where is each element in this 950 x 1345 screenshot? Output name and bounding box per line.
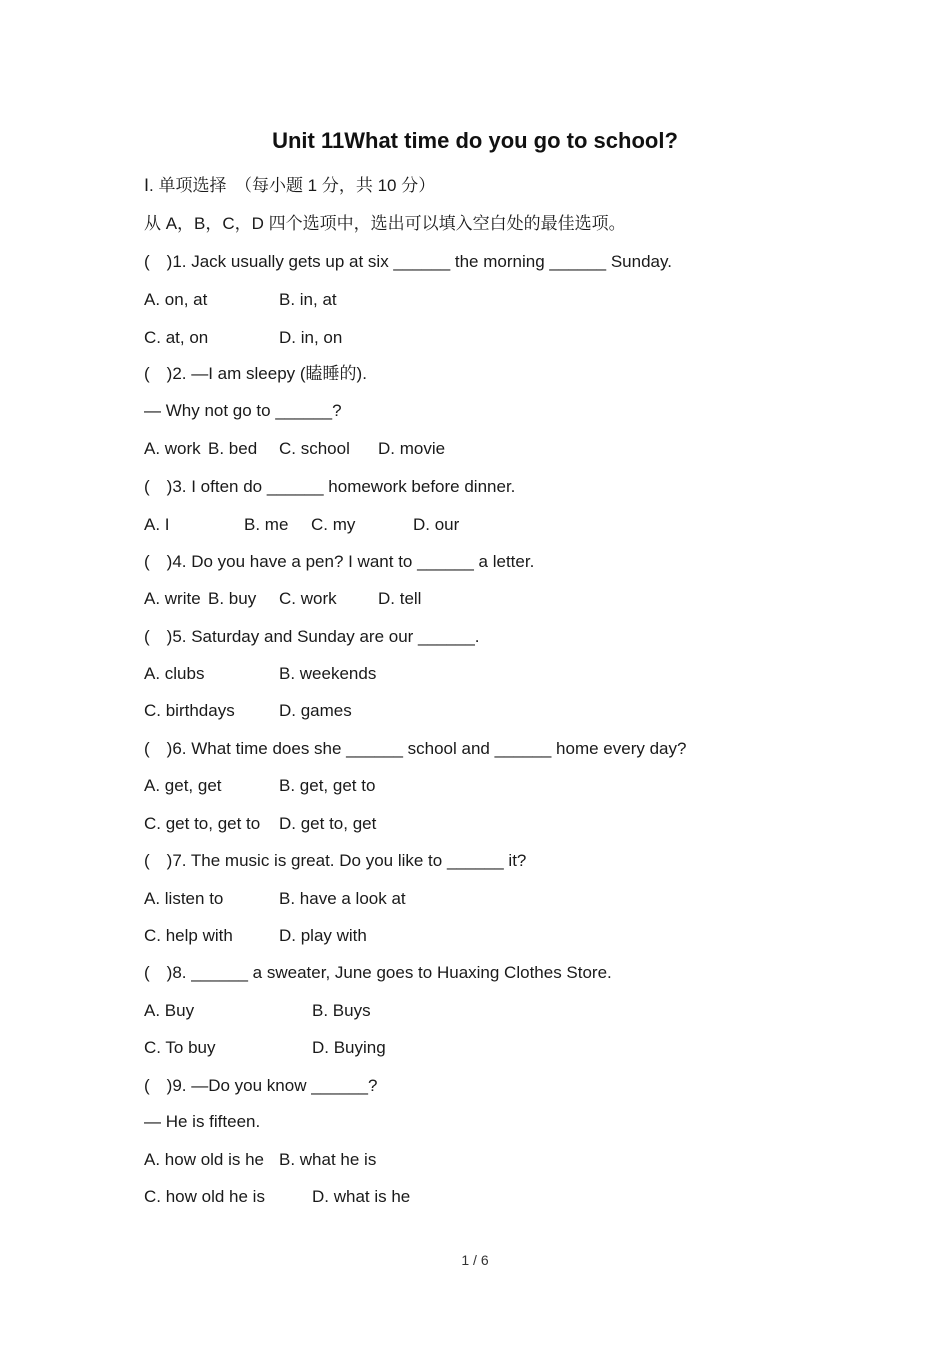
question-9-reply: — He is fifteen. (144, 1112, 261, 1131)
question-8: ( )8. ______ a sweater, June goes to Huaxing Clothes Store. (144, 963, 612, 982)
q5-option-b: B. weekends (279, 664, 377, 683)
q9-option-c: C. how old he is (144, 1187, 265, 1206)
q9-option-a: A. how old is he (144, 1150, 265, 1169)
q6-option-d: D. get to, get (279, 814, 377, 833)
q2-option-c: C. school (279, 439, 350, 458)
q2-option-a: A. work (144, 439, 201, 458)
question-6: ( )6. What time does she ______ school and ______ home every day? (144, 739, 687, 758)
q7-option-b: B. have a look at (279, 889, 406, 908)
instruction-text: 从 A，B，C，D 四个选项中，选出可以填入空白处的最佳选项。 (144, 214, 626, 233)
q5-option-a: A. clubs (144, 664, 205, 683)
q4-option-a: A. write (144, 589, 201, 608)
q8-option-d: D. Buying (312, 1038, 386, 1057)
q9-option-b: B. what he is (279, 1150, 377, 1169)
q9-option-d: D. what is he (312, 1187, 411, 1206)
q5-option-c: C. birthdays (144, 701, 235, 720)
q3-option-a: A. I (144, 515, 170, 534)
q4-option-d: D. tell (378, 589, 422, 608)
q6-option-b: B. get, get to (279, 776, 376, 795)
q2-option-d: D. movie (378, 439, 446, 458)
q7-option-c: C. help with (144, 926, 233, 945)
q2-option-b: B. bed (208, 439, 258, 458)
question-1: ( )1. Jack usually gets up at six ______ the morning ______ Sunday. (144, 252, 672, 271)
q4-option-b: B. buy (208, 589, 257, 608)
question-7: ( )7. The music is great. Do you like to ______ it? (144, 851, 527, 870)
question-2: ( )2. —I am sleepy (瞌睡的). (144, 364, 367, 383)
q7-option-a: A. listen to (144, 889, 224, 908)
section-heading: Ⅰ. 单项选择 （每小题 1 分，共 10 分） (144, 176, 436, 195)
question-5: ( )5. Saturday and Sunday are our ______. (144, 627, 480, 646)
question-4: ( )4. Do you have a pen? I want to ______ a letter. (144, 552, 535, 571)
q8-option-c: C. To buy (144, 1038, 216, 1057)
q8-option-b: B. Buys (312, 1001, 371, 1020)
q4-option-c: C. work (279, 589, 337, 608)
q1-option-d: D. in, on (279, 328, 343, 347)
q8-option-a: A. Buy (144, 1001, 195, 1020)
question-3: ( )3. I often do ______ homework before dinner. (144, 477, 516, 496)
q7-option-d: D. play with (279, 926, 367, 945)
q3-option-d: D. our (413, 515, 460, 534)
q3-option-b: B. me (244, 515, 289, 534)
page-title: Unit 11What time do you go to school? (272, 128, 678, 153)
q3-option-c: C. my (311, 515, 356, 534)
question-9: ( )9. —Do you know ______? (144, 1076, 378, 1095)
page-number: 1 / 6 (461, 1252, 489, 1268)
q6-option-a: A. get, get (144, 776, 222, 795)
q6-option-c: C. get to, get to (144, 814, 261, 833)
q5-option-d: D. games (279, 701, 352, 720)
q1-option-b: B. in, at (279, 290, 337, 309)
q1-option-a: A. on, at (144, 290, 208, 309)
question-2-reply: — Why not go to ______? (144, 401, 342, 420)
q1-option-c: C. at, on (144, 328, 209, 347)
